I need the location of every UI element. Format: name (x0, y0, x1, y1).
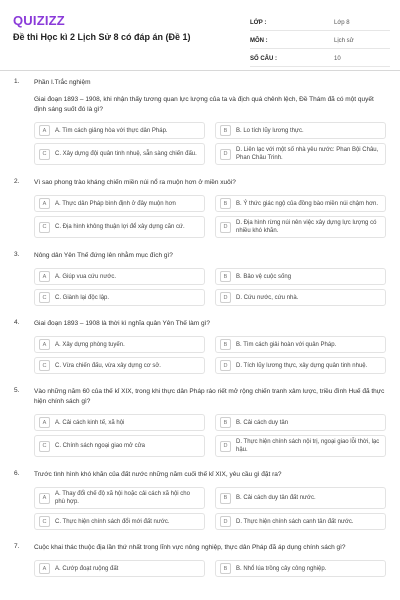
option-text: D. Liên lạc với một số nhà yêu nước: Phan Bội Châu, Phan Châu Trinh. (236, 147, 379, 161)
meta-value: Lớp 8 (334, 19, 350, 26)
option-letter: C (39, 441, 50, 452)
option-a[interactable] (34, 268, 205, 285)
meta-row-count (250, 51, 390, 67)
question-subtext: Giai đoạn 1893 – 1908, khi nhận thấy tương quan lực lượng của ta và địch quá chênh lệch, Đề Thám đã có một quyết định sáng suốt đó là gì? (34, 96, 374, 113)
question-list (0, 78, 400, 590)
option-letter: D (220, 222, 231, 233)
option-d[interactable] (215, 216, 386, 238)
option-text: D. Thực hiện chính sách nội trị, ngoại giao lỗi thời, lạc hậu. (236, 439, 380, 453)
option-letter: D (220, 149, 231, 160)
option-a[interactable] (34, 487, 205, 509)
meta-label: MÔN : (250, 37, 268, 44)
option-c[interactable] (34, 357, 205, 374)
meta-value: Lịch sử (334, 37, 354, 44)
options-grid (34, 268, 386, 306)
header-divider (0, 70, 400, 71)
option-d[interactable] (215, 143, 386, 165)
option-b[interactable] (215, 414, 386, 431)
options-grid (34, 414, 386, 457)
option-text: C. Địa hình không thuận lợi để xây dựng căn cứ. (55, 224, 185, 230)
option-letter: B (220, 339, 231, 350)
meta-value: 10 (334, 55, 341, 62)
option-b[interactable] (215, 195, 386, 212)
option-text: B. Lo tích lũy lương thực. (236, 127, 304, 134)
option-letter: D (220, 292, 231, 303)
question-6 (0, 470, 400, 530)
option-letter: A (39, 563, 50, 574)
meta-row-class (250, 15, 390, 31)
question-number: 4. (14, 319, 20, 326)
options-grid (34, 336, 386, 374)
option-b[interactable] (215, 268, 386, 285)
option-letter: A (39, 339, 50, 350)
question-5 (0, 387, 400, 457)
option-text: B. Ý thức giác ngộ của đồng bào miền núi chậm hơn. (236, 200, 379, 207)
option-letter: C (39, 516, 50, 527)
option-text: D. Cứu nước, cứu nhà. (236, 294, 299, 301)
option-text: B. Cải cách duy tân (236, 419, 289, 426)
option-text: A. Cải cách kinh tế, xã hội (55, 419, 125, 426)
quizizz-logo: QUIZIZZ (13, 13, 65, 28)
option-letter: B (220, 563, 231, 574)
question-text: Vì sao phong trào kháng chiến miền núi nổ ra muộn hơn ở miền xuôi? (34, 179, 236, 186)
option-letter: D (220, 441, 231, 452)
options-grid (34, 122, 386, 165)
option-text: A. Thực dân Pháp bình định ở đây muộn hơn (55, 200, 176, 207)
option-a[interactable] (34, 560, 205, 577)
option-letter: B (220, 417, 231, 428)
option-letter: B (220, 198, 231, 209)
option-a[interactable] (34, 122, 205, 139)
option-b[interactable] (215, 560, 386, 577)
option-text: D. Tích lũy lương thực, xây dựng quân tinh nhuệ. (236, 362, 368, 369)
meta-label: LỚP : (250, 19, 267, 26)
question-text: Phần I.Trắc nghiệm (34, 79, 91, 86)
option-a[interactable] (34, 336, 205, 353)
question-number: 6. (14, 470, 20, 477)
option-b[interactable] (215, 487, 386, 509)
option-text: C. Vừa chiến đấu, vừa xây dựng cơ sở. (55, 362, 161, 369)
option-text: C. Thực hiện chính sách đổi mới đất nước. (55, 518, 170, 525)
question-number: 5. (14, 387, 20, 394)
option-letter: B (220, 125, 231, 136)
question-number: 3. (14, 251, 20, 258)
options-grid (34, 195, 386, 238)
option-text: B. Cải cách duy tân đất nước. (236, 495, 316, 501)
option-letter: B (220, 271, 231, 282)
option-d[interactable] (215, 513, 386, 530)
option-a[interactable] (34, 195, 205, 212)
option-c[interactable] (34, 513, 205, 530)
option-letter: A (39, 125, 50, 136)
option-text: B. Nhổ lúa trồng cây công nghiệp. (236, 565, 327, 572)
option-letter: D (220, 516, 231, 527)
worksheet-meta (250, 15, 390, 69)
question-text: Trước tình hình khó khăn của đất nước những năm cuối thế kỉ XIX, yêu cầu gì đặt ra? (34, 471, 282, 478)
option-text: D. Địa hình rừng núi nên việc xây dựng lực lượng có nhiều khó khăn. (236, 220, 377, 234)
option-letter: C (39, 360, 50, 371)
question-text: Nông dân Yên Thế đứng lên nhằm mục đích gì? (34, 252, 173, 259)
option-text: A. Giúp vua cứu nước. (55, 273, 116, 280)
option-b[interactable] (215, 336, 386, 353)
question-4 (0, 319, 400, 374)
option-d[interactable] (215, 435, 386, 457)
option-d[interactable] (215, 357, 386, 374)
question-3 (0, 251, 400, 306)
option-text: C. Giành lại độc lập. (55, 294, 110, 301)
option-text: B. Tìm cách giải hoàn với quân Pháp. (236, 341, 337, 348)
option-text: A. Tìm cách giảng hòa với thực dân Pháp. (55, 127, 168, 134)
question-number: 1. (14, 78, 20, 85)
question-1 (0, 78, 400, 165)
question-7 (0, 543, 400, 577)
option-text: A. Xây dựng phòng tuyến. (55, 341, 125, 348)
worksheet-header (0, 0, 400, 62)
option-letter: A (39, 198, 50, 209)
meta-label: SỐ CÂU : (250, 55, 277, 62)
option-letter: A (39, 493, 50, 504)
option-c[interactable] (34, 435, 205, 457)
question-2 (0, 178, 400, 238)
option-letter: A (39, 271, 50, 282)
option-c[interactable] (34, 289, 205, 306)
options-grid (34, 560, 386, 577)
question-text: Vào những năm 60 của thế kỉ XIX, trong khi thực dân Pháp ráo riết mở rộng chiến tranh xâm lược, triều đình Huế đã thực hiện chính sách gì? (34, 388, 385, 405)
option-text: C. Chính sách ngoại giao mở cửa (55, 443, 145, 449)
option-text: D. Thực hiện chính sách canh tân đất nước. (236, 518, 354, 525)
option-text: A. Thay đổi chế độ xã hội hoặc cải cách xã hội cho phù hợp. (55, 491, 190, 505)
option-letter: C (39, 292, 50, 303)
option-text: C. Xây dựng đội quân tinh nhuệ, sẵn sàng chiến đấu. (55, 151, 197, 157)
option-text: A. Cướp đoạt ruộng đất (55, 565, 119, 572)
option-a[interactable] (34, 414, 205, 431)
option-letter: D (220, 360, 231, 371)
option-letter: B (220, 493, 231, 504)
options-grid (34, 487, 386, 530)
option-b[interactable] (215, 122, 386, 139)
option-d[interactable] (215, 289, 386, 306)
option-c[interactable] (34, 216, 205, 238)
meta-row-subject (250, 33, 390, 49)
option-text: B. Bảo vệ cuộc sống (236, 273, 292, 280)
question-number: 7. (14, 543, 20, 550)
worksheet-title: Đề thi Học kì 2 Lịch Sử 8 có đáp án (Đề 1) (13, 32, 191, 42)
question-text: Cuộc khai thác thuộc địa lần thứ nhất trong lĩnh vực nông nghiệp, thực dân Pháp đã áp dụng chính sách gì? (34, 544, 346, 551)
question-text: Giai đoạn 1893 – 1908 là thời kì nghĩa quân Yên Thế làm gì? (34, 320, 211, 327)
option-c[interactable] (34, 143, 205, 165)
option-letter: A (39, 417, 50, 428)
question-number: 2. (14, 178, 20, 185)
option-letter: C (39, 222, 50, 233)
option-letter: C (39, 149, 50, 160)
